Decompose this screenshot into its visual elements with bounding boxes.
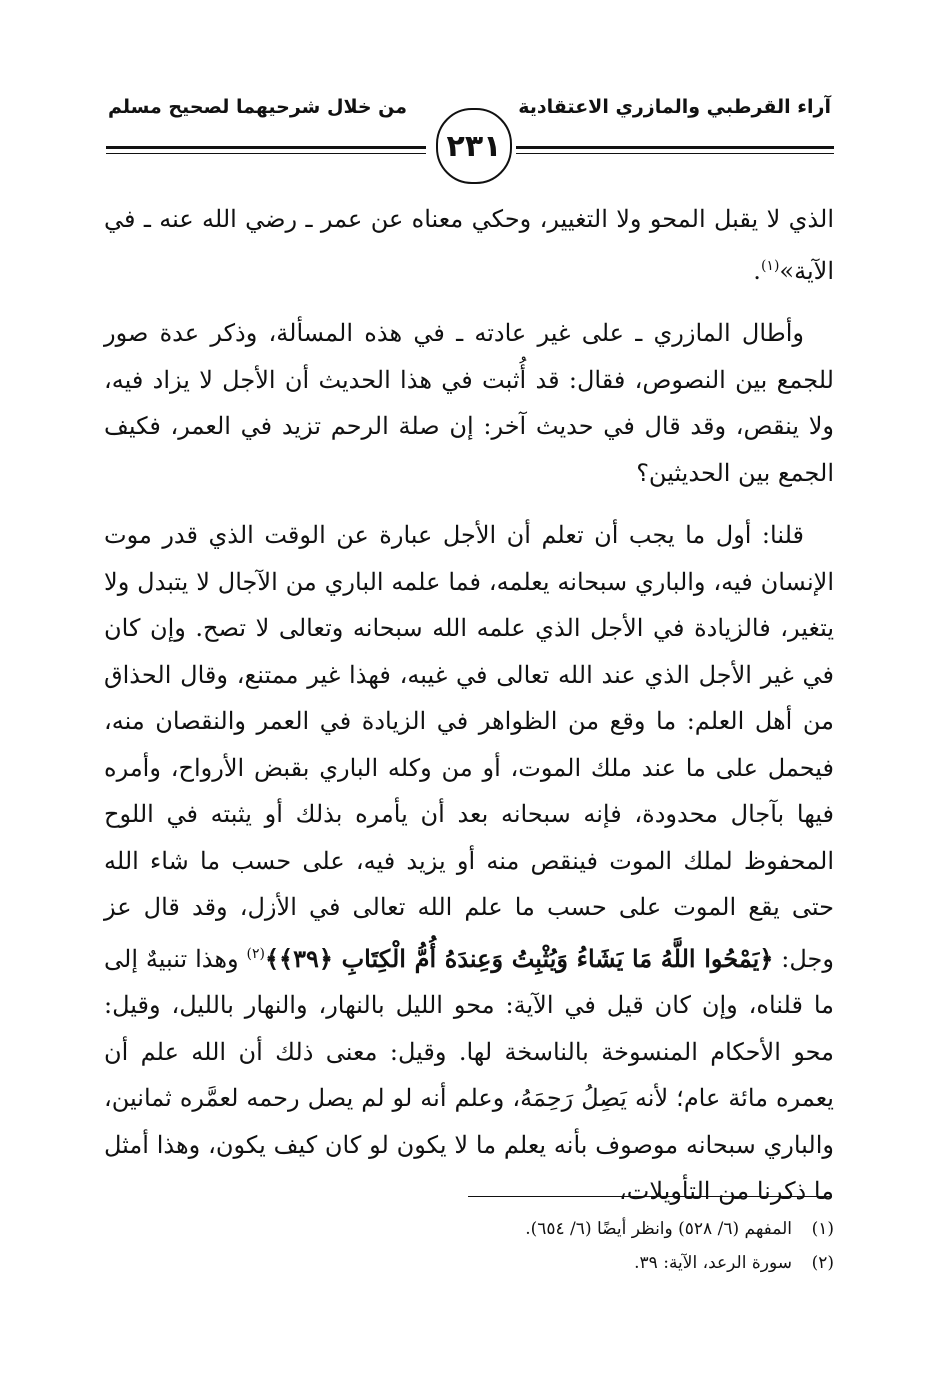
footnote-marker-2: (٢) — [246, 945, 265, 962]
quran-verse: ﴿يَمْحُوا اللَّهُ مَا يَشَاءُ وَيُثْبِتُ وَعِندَهُ أُمُّ الْكِتَابِ ﴿٣٩﴾﴾ — [264, 943, 774, 973]
footnote-2-number: (٢) — [811, 1253, 834, 1273]
paragraph-3-text: قلنا: أول ما يجب أن تعلم أن الأجل عبارة عن الوقت الذي قدر موت الإنسان فيه، والباري سبحانه يعلمه، فما علمه الباري من الآجال لا يتبدل ولا يتغير، فالزيادة في الأجل الذي علمه الله سبحانه وتعالى لا تصح. وإن كان في غير الأجل الذي عند الله تعالى في غيبه، فهذا غير ممتنع، وقال الحذاق من أهل العلم: ما وقع من الظواهر في الزيادة في العمر والنقصان منه، فيحمل على ما عند ملك الموت، أو من وكله الباري بقبض الأرواح، وأمره فيها بآجال محدودة، فإنه سبحانه بعد أن يأمره بذلك أو يثبته في اللوح المحفوظ لملك الموت فينقص منه أو يزيد فيه، على حسب ما شاء الله حتى يقع الموت على حسب ما علم الله تعالى في الأزل، وقد قال عز وجل: — [104, 521, 834, 973]
sentence-end: . — [753, 256, 761, 285]
footnote-separator — [468, 1196, 832, 1197]
header-rule-right-thick — [516, 146, 834, 149]
paragraph-3 — [104, 512, 834, 1215]
book-subtitle: من خلال شرحيهما لصحيح مسلم — [108, 96, 408, 118]
header-rule-left-thick — [106, 146, 426, 149]
paragraph-1-text: الذي لا يقبل المحو ولا التغيير، وحكي معناه عن عمر ـ رضي الله عنه ـ في الآية» — [104, 205, 834, 285]
paragraph-2: وأطال المازري ـ على غير عادته ـ في هذه المسألة، وذكر عدة صور للجمع بين النصوص، فقال: قد أُثبت في هذا الحديث أن الأجل لا يزاد فيه، ولا ينقص، وقد قال في حديث آخر: إن صلة الرحم تزيد في العمر، فكيف الجمع بين الحديثين؟ — [104, 319, 834, 487]
footnote-1-number: (١) — [811, 1219, 834, 1239]
page-header — [0, 0, 941, 200]
paragraph-3-continuation: وهذا تنبيهٌ إلى ما قلناه، وإن كان قيل في الآية: محو الليل بالنهار، والنهار بالليل، وقيل: محو الأحكام المنسوخة بالناسخة لها. وقيل: معنى ذلك أن الله علم أن يعمره مائة عام؛ لأنه يَصِلُ رَحِمَهُ، وعلم أنه لو لم يصل رحمه لعمَّره ثمانين، والباري سبحانه موصوف بأنه يعلم ما لا يكون لو كان كيف يكون، وهذا أمثل ما ذكرنا من التأويلات، — [104, 944, 834, 1205]
book-title: آراء القرطبي والمازري الاعتقادية — [518, 96, 831, 118]
footnote-1-text: المفهم (٦/ ٥٢٨) وانظر أيضًا (٦/ ٦٥٤). — [525, 1219, 792, 1239]
footnote-marker-1: (١) — [760, 257, 780, 274]
main-text — [104, 196, 834, 1215]
footnotes — [104, 1212, 834, 1280]
header-rule-right-thin — [516, 153, 834, 154]
paragraph-1 — [104, 196, 834, 294]
footnote-2 — [104, 1246, 834, 1280]
footnote-2-text: سورة الرعد، الآية: ٣٩. — [634, 1253, 792, 1273]
header-rule-left-thin — [106, 153, 426, 154]
footnote-1 — [104, 1212, 834, 1246]
page-number: ٢٣١ — [436, 108, 512, 184]
